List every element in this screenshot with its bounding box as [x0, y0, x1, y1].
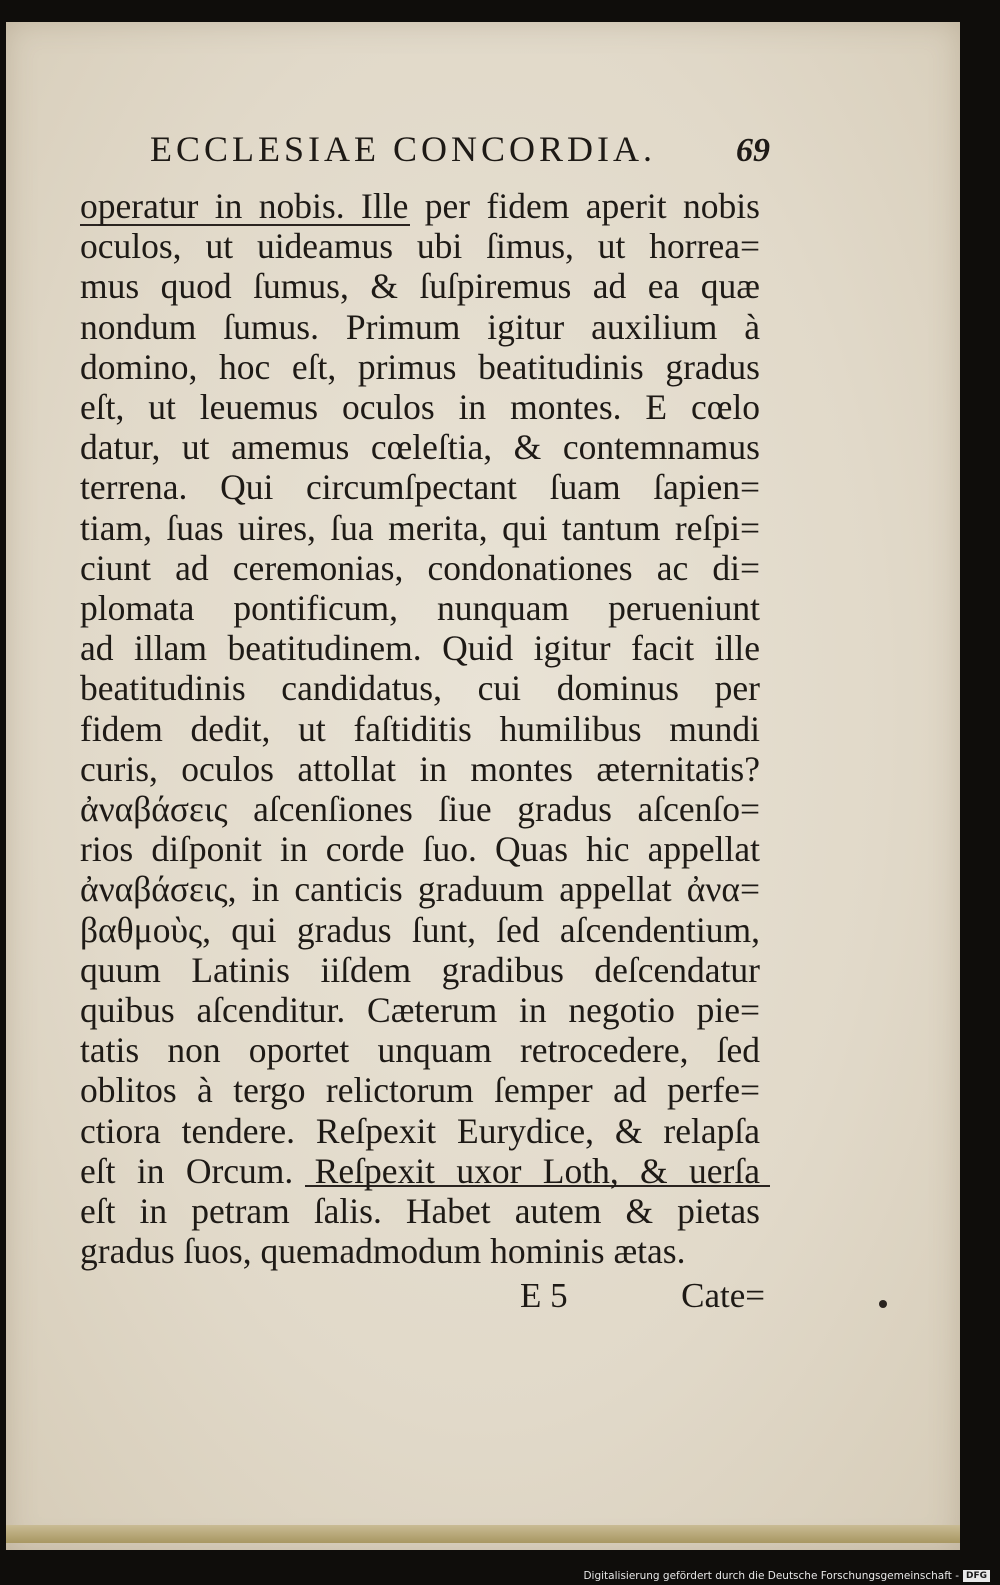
- text-line: βαθμοὺς, qui gradus ſunt, ſed aſcendentium,: [80, 909, 760, 950]
- text-line: nondum ſumus. Primum igitur auxilium à: [80, 306, 760, 347]
- text-line: beatitudinis candidatus, cui dominus per: [80, 668, 760, 709]
- text-line: tiam, ſuas uires, ſua merita, qui tantum reſpi=: [80, 507, 760, 548]
- page-number: 69: [736, 132, 770, 169]
- text-line: ἀναβάσεις, in canticis graduum appellat ἀνα=: [80, 869, 760, 910]
- running-head-title: ECCLESIAE CONCORDIA.: [150, 129, 657, 169]
- text-line: eſt, ut leuemus oculos in montes. E cœlo: [80, 387, 760, 428]
- text-line: mus quod ſumus, & ſuſpiremus ad ea quæ: [80, 266, 760, 307]
- text-line: plomata pontificum, nunquam perueniunt: [80, 588, 760, 629]
- text-line: oblitos à tergo relictorum ſemper ad perfe=: [80, 1070, 760, 1111]
- digitization-credit: [583, 1570, 990, 1582]
- text-line: ciunt ad ceremonias, condonationes ac di=: [80, 547, 760, 588]
- catchword: Cate=: [681, 1276, 765, 1315]
- text-line: eſt in Orcum. Reſpexit uxor Loth, & uerſa: [80, 1150, 760, 1191]
- text-line: datur, ut amemus cœleſtia, & contemnamus: [80, 427, 760, 468]
- signature-mark: E 5: [520, 1276, 568, 1315]
- ink-spot: [879, 1300, 887, 1308]
- credit-text: Digitalisierung gefördert durch die Deutsche Forschungsgemeinschaft -: [583, 1570, 959, 1582]
- text-line: eſt in petram ſalis. Habet autem & pietas: [80, 1191, 760, 1232]
- text-line: tatis non oportet unquam retrocedere, ſed: [80, 1030, 760, 1071]
- text-line: domino, hoc eſt, primus beatitudinis gradus: [80, 346, 760, 387]
- body-text: [80, 186, 760, 1271]
- text-line: curis, oculos attollat in montes æternitatis?: [80, 748, 760, 789]
- text-line: gradus ſuos, quemadmodum hominis ætas.: [80, 1231, 686, 1272]
- text-line: quum Latinis iiſdem gradibus deſcendatur: [80, 949, 760, 990]
- text-line: fidem dedit, ut faſtiditis humilibus mundi: [80, 708, 760, 749]
- text-line: ctiora tendere. Reſpexit Eurydice, & relapſa: [80, 1110, 760, 1151]
- text-line: ad illam beatitudinem. Quid igitur facit ille: [80, 628, 760, 669]
- dfg-logo: DFG: [963, 1570, 990, 1582]
- text-line: terrena. Qui circumſpectant ſuam ſapien=: [80, 467, 760, 508]
- running-head: [150, 128, 770, 170]
- text-line: ἀναβάσεις aſcenſiones ſiue gradus aſcenſo=: [80, 789, 760, 830]
- page-footer-catchwords: [520, 1276, 765, 1316]
- text-line: oculos, ut uideamus ubi ſimus, ut horrea=: [80, 226, 760, 267]
- text-line: operatur in nobis. Ille per fidem aperit nobis: [80, 186, 760, 226]
- text-line: rios diſponit in corde ſuo. Quas hic appellat: [80, 829, 760, 870]
- page-edge: [6, 1525, 960, 1543]
- text-line: quibus aſcenditur. Cæterum in negotio pie=: [80, 990, 760, 1031]
